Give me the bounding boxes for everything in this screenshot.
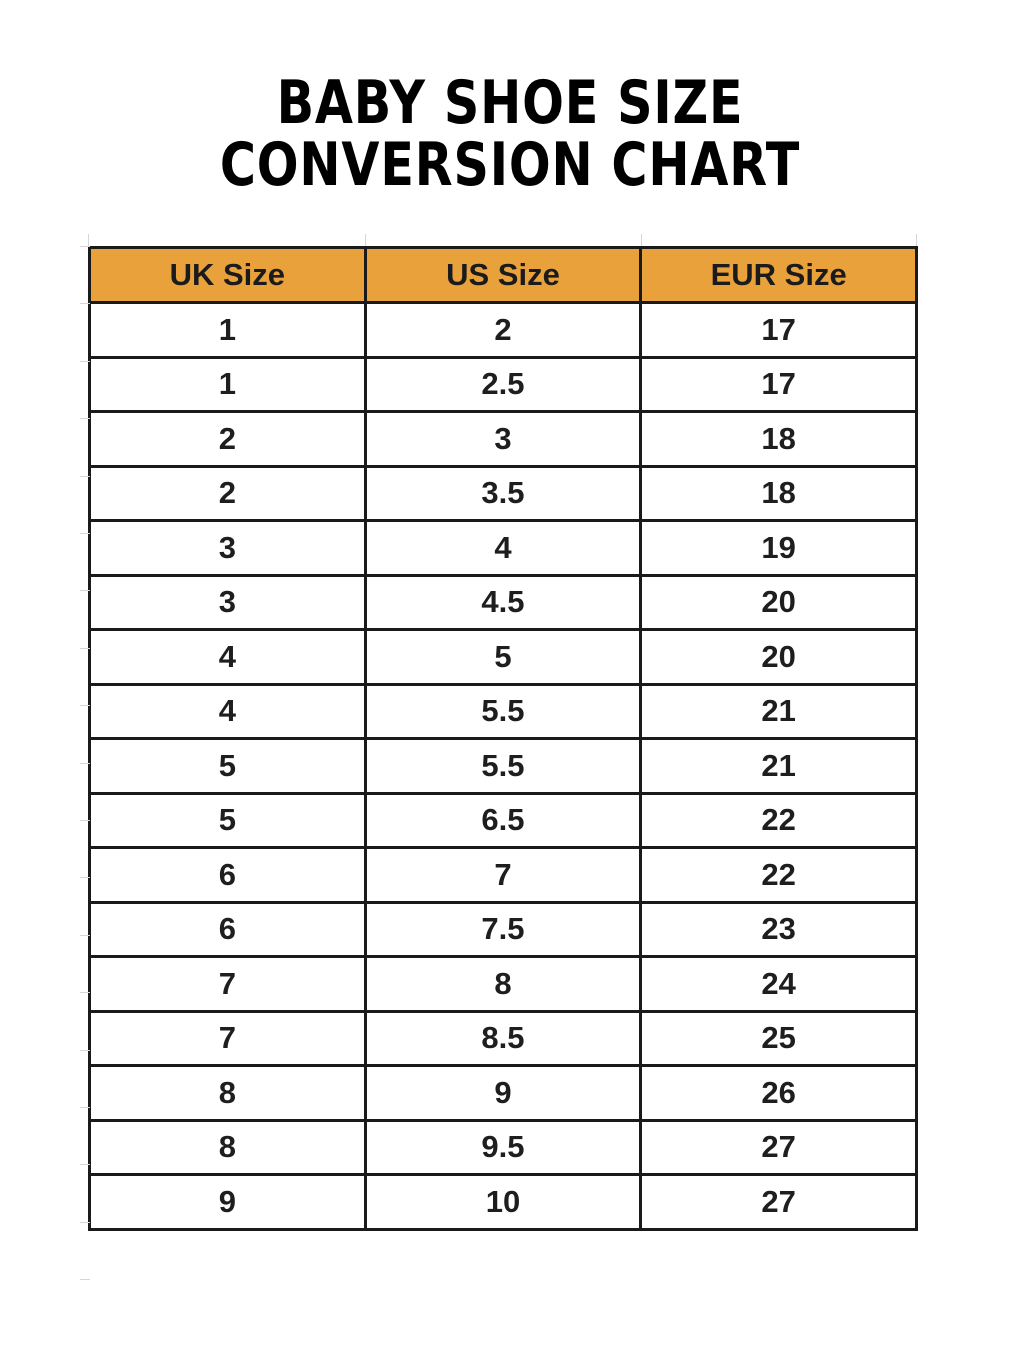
cell-us-size: 7 [365,848,641,903]
gridline [80,877,90,878]
cell-uk-size: 7 [90,1011,366,1066]
cell-eur-size: 19 [641,521,917,576]
cell-us-size: 2.5 [365,357,641,412]
cell-us-size: 3 [365,412,641,467]
cell-us-size: 3.5 [365,466,641,521]
cell-eur-size: 22 [641,848,917,903]
cell-us-size: 5.5 [365,739,641,794]
cell-uk-size: 3 [90,575,366,630]
gridline [80,590,90,591]
cell-us-size: 4 [365,521,641,576]
cell-uk-size: 9 [90,1175,366,1230]
table-row [90,739,917,794]
gridline [80,820,90,821]
table-row [90,575,917,630]
table-row [90,521,917,576]
cell-eur-size: 25 [641,1011,917,1066]
gridline [80,418,90,419]
cell-uk-size: 4 [90,684,366,739]
table-row [90,1066,917,1121]
gridline [80,648,90,649]
gridline [80,935,90,936]
table-row [90,902,917,957]
cell-eur-size: 21 [641,684,917,739]
gridline [80,1222,90,1223]
cell-eur-size: 24 [641,957,917,1012]
gridline [80,361,90,362]
table-header-row [90,248,917,303]
cell-us-size: 2 [365,303,641,358]
cell-eur-size: 20 [641,630,917,685]
cell-uk-size: 8 [90,1066,366,1121]
cell-uk-size: 2 [90,412,366,467]
cell-eur-size: 17 [641,357,917,412]
table-row [90,848,917,903]
table-body [90,303,917,1230]
table-row [90,684,917,739]
table-row [90,1175,917,1230]
table-row [90,412,917,467]
gridline [80,1164,90,1165]
size-conversion-table [88,246,918,1231]
title-line-1: BABY SHOE SIZE [276,68,744,138]
table-row [90,466,917,521]
cell-uk-size: 2 [90,466,366,521]
cell-uk-size: 5 [90,739,366,794]
gridline [80,533,90,534]
table-row [90,793,917,848]
table-row [90,957,917,1012]
gridline [80,992,90,993]
cell-uk-size: 6 [90,848,366,903]
column-header-eur: EUR Size [641,248,917,303]
cell-eur-size: 20 [641,575,917,630]
cell-uk-size: 4 [90,630,366,685]
title-line-2: CONVERSION CHART [219,130,801,200]
cell-uk-size: 1 [90,357,366,412]
table-row [90,303,917,358]
cell-eur-size: 18 [641,466,917,521]
cell-us-size: 4.5 [365,575,641,630]
cell-uk-size: 6 [90,902,366,957]
cell-uk-size: 3 [90,521,366,576]
cell-us-size: 8 [365,957,641,1012]
cell-eur-size: 22 [641,793,917,848]
table-row [90,357,917,412]
cell-uk-size: 8 [90,1120,366,1175]
gridline [80,476,90,477]
cell-eur-size: 21 [641,739,917,794]
cell-uk-size: 7 [90,957,366,1012]
cell-us-size: 5.5 [365,684,641,739]
cell-uk-size: 1 [90,303,366,358]
cell-us-size: 9 [365,1066,641,1121]
cell-eur-size: 17 [641,303,917,358]
gridline [80,303,90,304]
table-row [90,630,917,685]
table-row [90,1011,917,1066]
cell-us-size: 6.5 [365,793,641,848]
cell-us-size: 9.5 [365,1120,641,1175]
cell-us-size: 5 [365,630,641,685]
cell-us-size: 8.5 [365,1011,641,1066]
table-row [90,1120,917,1175]
cell-eur-size: 27 [641,1120,917,1175]
gridline [80,1279,90,1280]
gridline [80,763,90,764]
column-header-us: US Size [365,248,641,303]
cell-uk-size: 5 [90,793,366,848]
gridline [80,246,90,247]
cell-eur-size: 26 [641,1066,917,1121]
gridline [80,705,90,706]
column-header-uk: UK Size [90,248,366,303]
gridline [80,1107,90,1108]
page-title [92,68,928,200]
gridline [80,1050,90,1051]
cell-us-size: 10 [365,1175,641,1230]
cell-us-size: 7.5 [365,902,641,957]
cell-eur-size: 18 [641,412,917,467]
cell-eur-size: 27 [641,1175,917,1230]
cell-eur-size: 23 [641,902,917,957]
